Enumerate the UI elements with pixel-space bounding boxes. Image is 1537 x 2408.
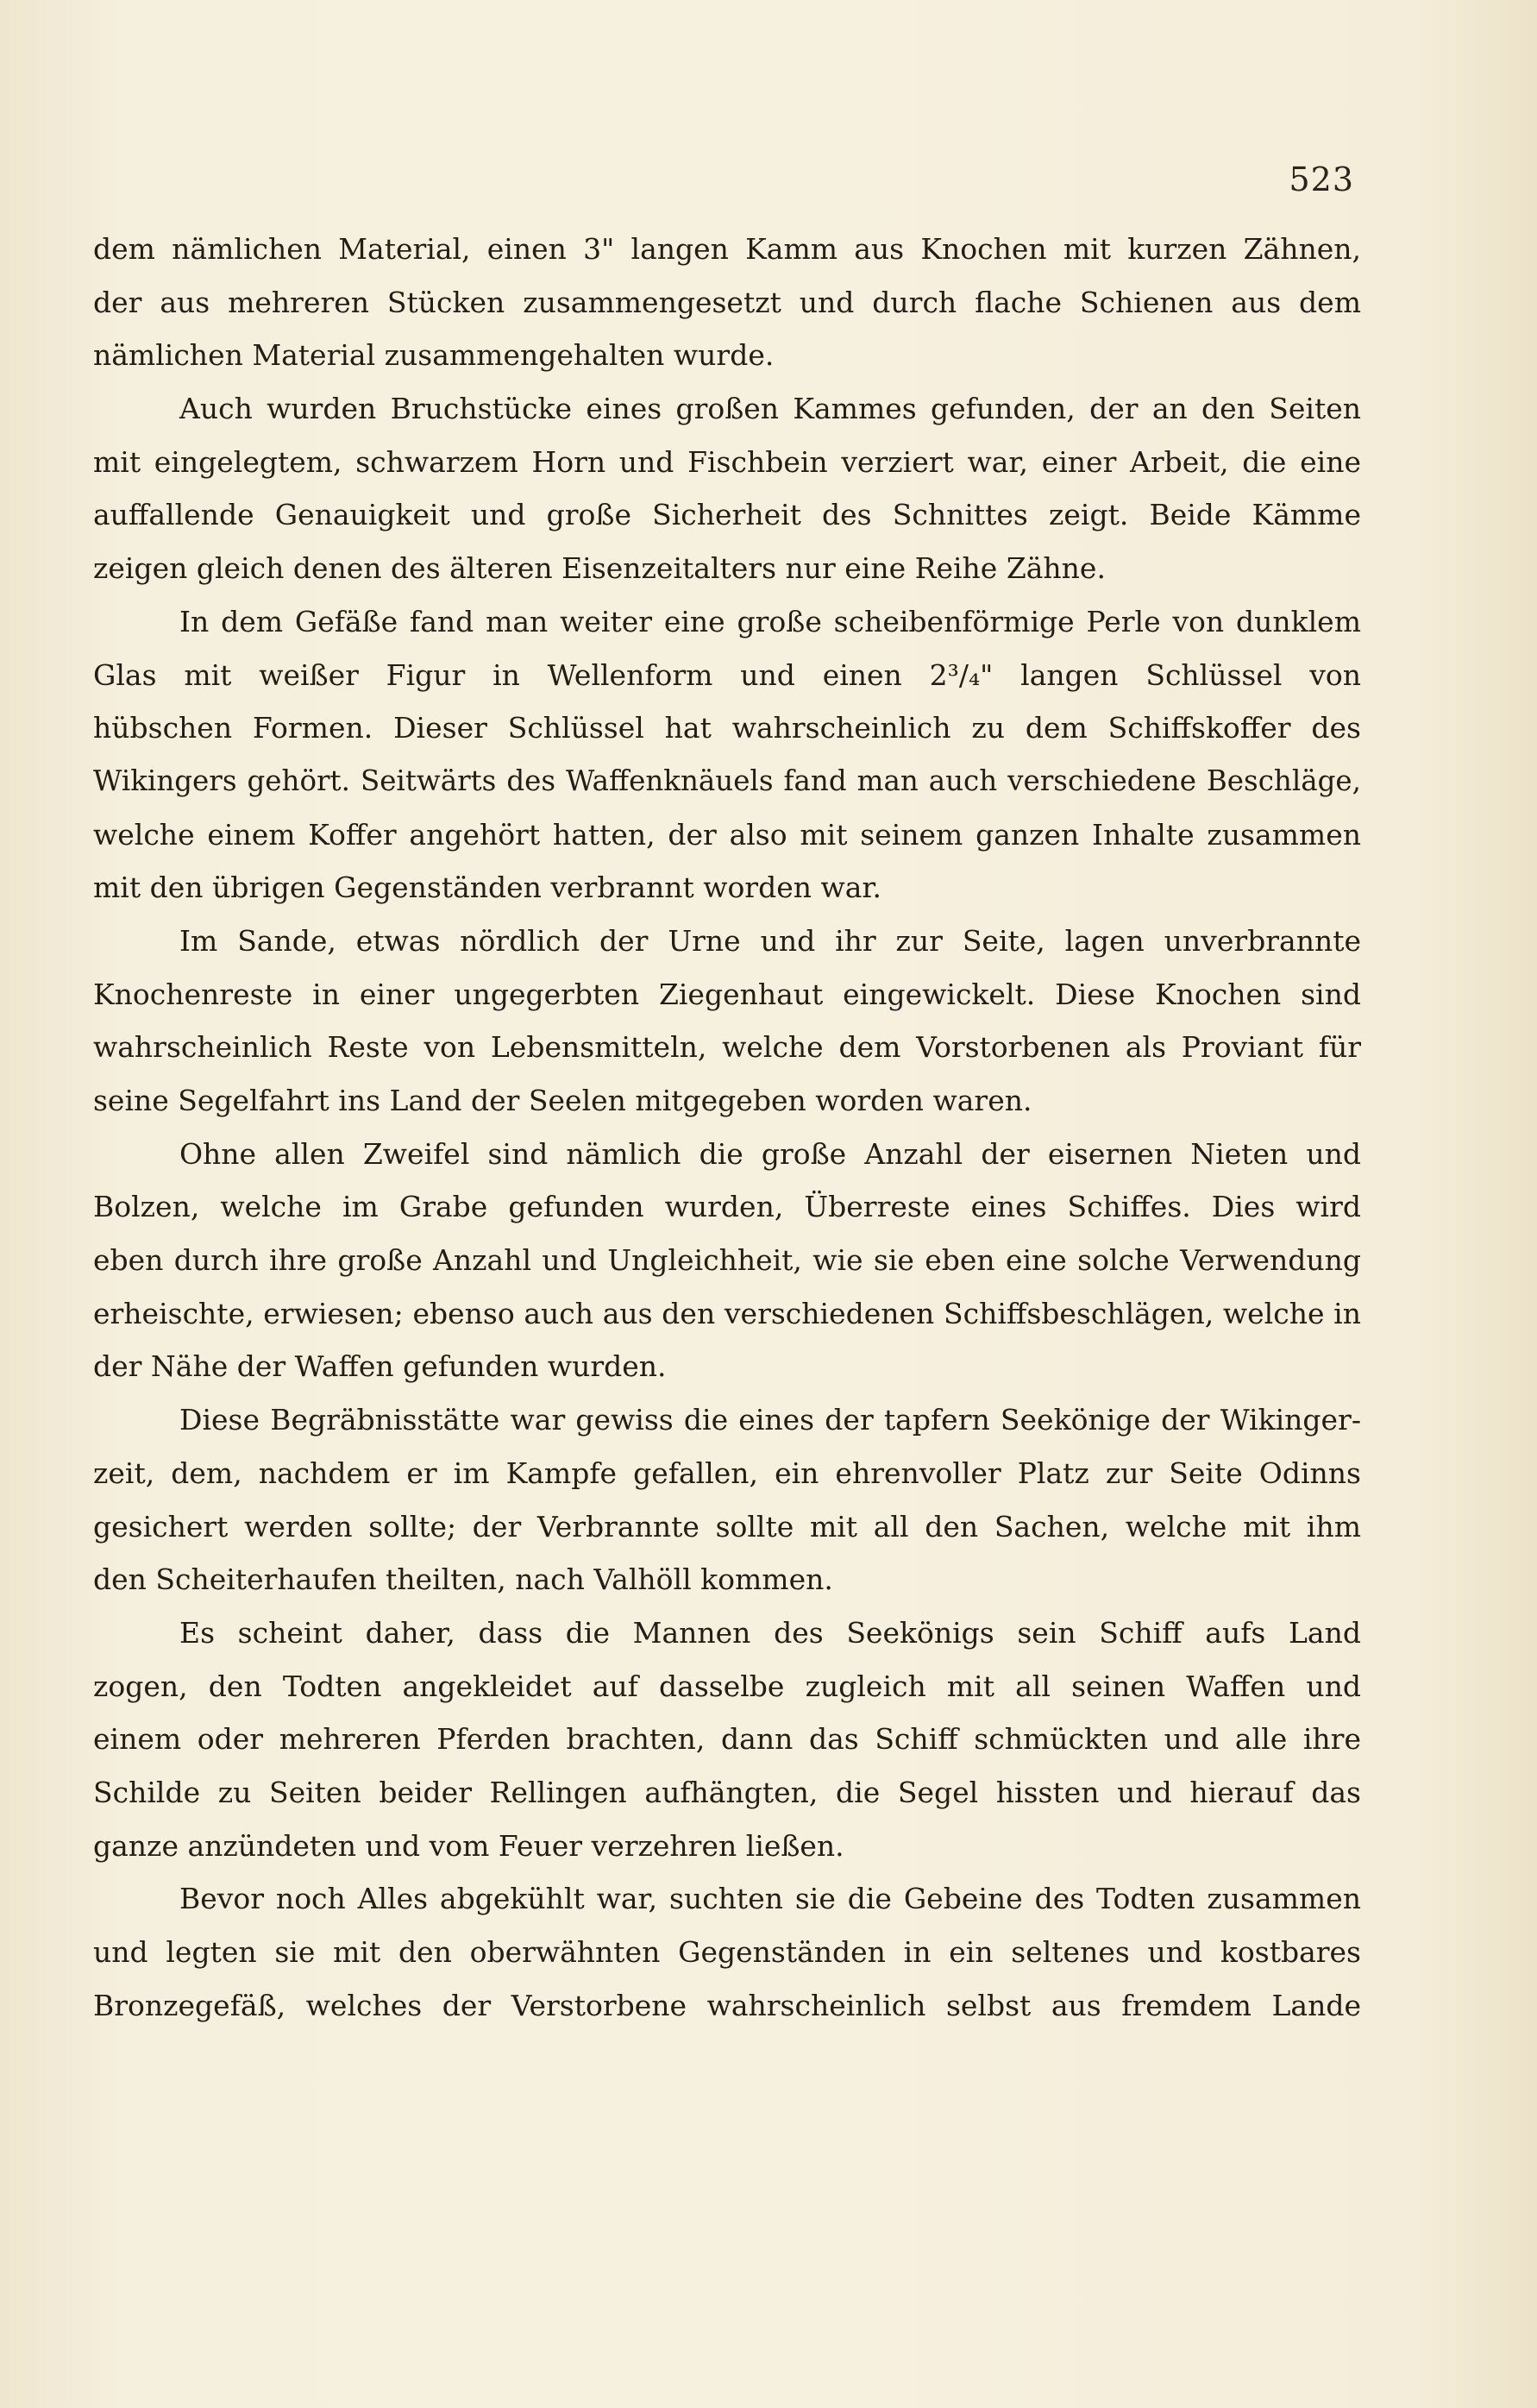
paragraph-5 [93, 1128, 1361, 1393]
text-line: Bolzen, welche im Grabe gefunden wurden, Überreste eines Schiffes. Dies wird [93, 1190, 1361, 1224]
text-line: Glas mit weißer Figur in Wellenform und einen 2³/₄" langen Schlüssel von [93, 657, 1361, 692]
text-line: Knochenreste in einer ungegerbten Ziegenhaut eingewickelt. Diese Knochen sind [93, 977, 1361, 1011]
paragraph-6 [93, 1393, 1361, 1606]
text-line: zeit, dem, nachdem er im Kampfe gefallen, ein ehrenvoller Platz zur Seite Odinns [93, 1455, 1361, 1490]
text-line: dem nämlichen Material, einen 3" langen Kamm aus Knochen mit kurzen Zähnen, [93, 232, 1361, 266]
paragraph-8 [93, 1872, 1361, 2032]
text-line: Schilde zu Seiten beider Rellingen aufhängten, die Segel hissten und hierauf das [93, 1775, 1361, 1809]
text-line: Auch wurden Bruchstücke eines großen Kammes gefunden, der an den Seiten [179, 392, 1361, 426]
text-line: der Nähe der Waffen gefunden wurden. [93, 1349, 667, 1384]
paragraph-7 [93, 1606, 1361, 1872]
paragraph-2 [93, 382, 1361, 595]
text-line: auffallende Genauigkeit und große Sicherheit des Schnittes zeigt. Beide Kämme [93, 498, 1361, 532]
text-line: einem oder mehreren Pferden brachten, dann das Schiff schmückten und alle ihre [93, 1722, 1361, 1757]
text-line: erheischte, erwiesen; ebenso auch aus den verschiedenen Schiffsbeschlägen, welche in [93, 1296, 1361, 1330]
text-line: und legten sie mit den oberwähnten Gegenständen in ein seltenes und kostbares [93, 1935, 1361, 1969]
text-line: ganze anzündeten und vom Feuer verzehren ließen. [93, 1828, 844, 1863]
text-line: wahrscheinlich Reste von Lebensmitteln, welche dem Vorstorbenen als Proviant für [93, 1030, 1361, 1065]
text-line: Ohne allen Zweifel sind nämlich die große Anzahl der eisernen Nieten und [179, 1136, 1361, 1171]
text-line: In dem Gefäße fand man weiter eine große scheibenförmige Perle von dunklem [179, 604, 1361, 638]
page-number: 523 [1289, 160, 1354, 198]
text-line: welche einem Koffer angehört hatten, der also mit seinem ganzen Inhalte zusammen [93, 817, 1361, 852]
text-line: Wikingers gehört. Seitwärts des Waffenknäuels fand man auch verschiedene Beschläge, [93, 764, 1361, 797]
paragraph-4 [93, 915, 1361, 1128]
text-line: seine Segelfahrt ins Land der Seelen mitgegeben worden waren. [93, 1084, 1032, 1117]
text-line: Bevor noch Alles abgekühlt war, suchten sie die Gebeine des Todten zusammen [179, 1882, 1361, 1916]
text-line: zogen, den Todten angekleidet auf dasselbe zugleich mit all seinen Waffen und [93, 1669, 1361, 1703]
text-line: mit den übrigen Gegenständen verbrannt worden war. [93, 871, 882, 905]
paragraph-1 [93, 223, 1361, 382]
paragraph-3 [93, 595, 1361, 915]
text-line: der aus mehreren Stücken zusammengesetzt und durch flache Schienen aus dem [93, 285, 1361, 319]
text-line: nämlichen Material zusammengehalten wurde. [93, 338, 775, 373]
text-line: Im Sande, etwas nördlich der Urne und ihr zur Seite, lagen unverbrannte [179, 923, 1361, 958]
text-line: hübschen Formen. Dieser Schlüssel hat wahrscheinlich zu dem Schiffskoffer des [93, 711, 1361, 745]
text-line: Diese Begräbnisstätte war gewiss die eines der tapfern Seekönige der Wikinger- [179, 1403, 1361, 1437]
text-line: zeigen gleich denen des älteren Eisenzeitalters nur eine Reihe Zähne. [93, 551, 1106, 586]
text-line: Es scheint daher, dass die Mannen des Seekönigs sein Schiff aufs Land [179, 1615, 1361, 1650]
text-line: gesichert werden sollte; der Verbrannte sollte mit all den Sachen, welche mit ihm [93, 1509, 1361, 1544]
text-line: mit eingelegtem, schwarzem Horn und Fischbein verziert war, einer Arbeit, die eine [93, 444, 1361, 479]
text-line: eben durch ihre große Anzahl und Ungleichheit, wie sie eben eine solche Verwendung [93, 1243, 1361, 1278]
body-text [93, 223, 1361, 2032]
text-line: den Scheiterhaufen theilten, nach Valhöll kommen. [93, 1562, 833, 1597]
text-line: Bronzegefäß, welches der Verstorbene wahrscheinlich selbst aus fremdem Lande [93, 1988, 1361, 2022]
